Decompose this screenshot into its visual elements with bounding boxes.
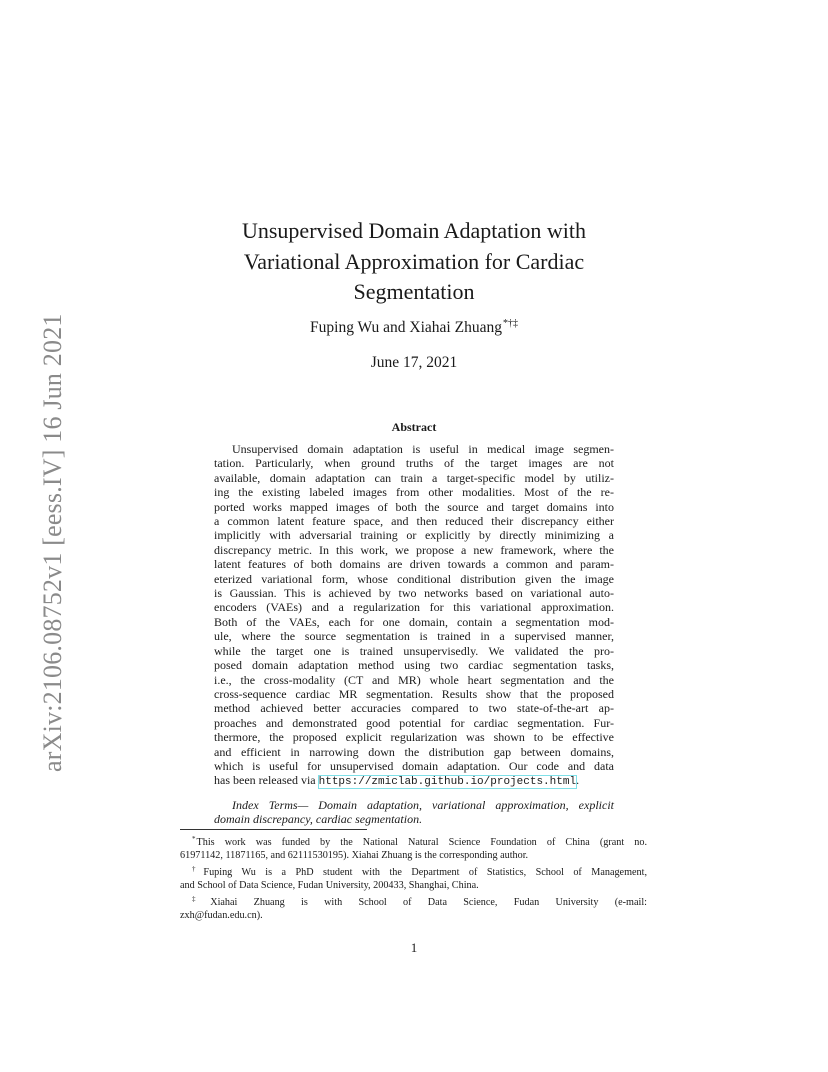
footnote-mark: † xyxy=(192,864,203,873)
index-terms-line: domain discrepancy, cardiac segmentation. xyxy=(214,812,423,827)
abstract-line: ing the existing labeled images from other modalities. Most of the re- xyxy=(214,485,614,500)
abstract-heading: Abstract xyxy=(391,420,437,434)
index-terms xyxy=(214,798,614,827)
abstract-line: posed domain adaptation method using two cardiac segmentation tasks, xyxy=(214,658,614,673)
author-footnote-marks: *†‡ xyxy=(502,318,518,329)
footnote-text: Xiahai Zhuang is with School of Data Science, Fudan University (e-mail: xyxy=(210,896,647,908)
footnote-mark: ‡ xyxy=(192,894,210,903)
footnote-text: 61971142, 11871165, and 62111530195). Xiahai Zhuang is the corresponding author. xyxy=(180,849,529,861)
abstract-line: available, domain adaptation can train a target-specific model by utiliz- xyxy=(214,470,614,485)
footnote-text: Fuping Wu is a PhD student with the Department of Statistics, School of Management, xyxy=(203,866,647,878)
abstract-line: encoders (VAEs) and a regularization for this variational approximation. xyxy=(214,600,614,615)
project-url-link[interactable]: https://zmiclab.github.io/projects.html xyxy=(318,776,577,789)
abstract-line: discrepancy metric. In this work, we propose a new framework, where the xyxy=(214,542,614,557)
footnote-divider xyxy=(180,829,367,830)
abstract-line: cross-sequence cardiac MR segmentation. Results show that the proposed xyxy=(214,686,614,701)
abstract-final-period: . xyxy=(576,773,580,788)
publication-date: June 17, 2021 xyxy=(370,354,458,371)
abstract-line: Both of the VAEs, each for one domain, contain a segmentation mod- xyxy=(214,614,614,629)
abstract-line: tation. Particularly, when ground truths of the target images are not xyxy=(214,456,614,471)
footnote-mark: * xyxy=(192,835,196,843)
abstract-line: implicitly with adversarial training or explicitly by directly minimizing a xyxy=(214,528,614,543)
abstract-line: which is useful for unsupervised domain adaptation. Our code and data xyxy=(214,758,614,773)
author-line xyxy=(200,318,628,337)
footnote-text: This work was funded by the National Natural Science Foundation of China (grant no. xyxy=(196,837,647,848)
abstract-line: and efficient in narrowing down the distribution gap between domains, xyxy=(214,744,614,759)
abstract-line: a common latent feature space, and then reduced their discrepancy either xyxy=(214,514,614,529)
abstract-line: eterized variational form, whose conditional distribution given the image xyxy=(214,571,614,586)
footnote-first-author xyxy=(180,863,647,880)
abstract-line: thermore, the proposed explicit regularization was shown to be effective xyxy=(214,730,614,745)
footnote-text: and School of Data Science, Fudan University, 200433, Shanghai, China. xyxy=(180,879,479,891)
title-line: Segmentation xyxy=(353,279,475,304)
abstract-line: Unsupervised domain adaptation is useful in medical image segmen- xyxy=(232,442,614,456)
abstract-line: ule, where the source segmentation is trained in a supervised manner, xyxy=(214,629,614,644)
footnote-email: zxh@fudan.edu.cn). xyxy=(180,909,263,921)
title-line: Variational Approximation for Cardiac xyxy=(243,248,585,274)
page-number: 1 xyxy=(410,940,418,955)
abstract-line: method achieved better accuracies compared to two state-of-the-art ap- xyxy=(214,701,614,716)
abstract-body xyxy=(214,442,614,790)
abstract-line: latent features of both domains are driven towards a common and param- xyxy=(214,557,614,572)
abstract-final-line xyxy=(214,773,614,789)
title-line: Unsupervised Domain Adaptation with xyxy=(241,218,586,243)
footnote-second-author xyxy=(180,893,647,910)
abstract-line: ported works mapped images of both the source and target domains into xyxy=(214,499,614,514)
index-terms-line: Index Terms— Domain adaptation, variational approximation, explicit xyxy=(232,798,614,812)
footnotes xyxy=(180,833,647,922)
abstract-final-text: has been released via xyxy=(214,773,319,788)
abstract-line: proaches and demonstrated good potential for cardiac segmentation. Fur- xyxy=(214,715,614,730)
author-names: Fuping Wu and Xiahai Zhuang xyxy=(310,319,502,336)
arxiv-identifier-stamp: arXiv:2106.08752v1 [eess.IV] 16 Jun 2021 xyxy=(38,313,67,772)
abstract-line: while the target one is trained unsupervisedly. We validated the pro- xyxy=(214,643,614,658)
paper-title xyxy=(200,216,628,308)
abstract-line: is Gaussian. This is achieved by two networks based on variational auto- xyxy=(214,586,614,601)
footnote-funding xyxy=(180,833,647,850)
abstract-line: i.e., the cross-modality (CT and MR) whole heart segmentation and the xyxy=(214,672,614,687)
